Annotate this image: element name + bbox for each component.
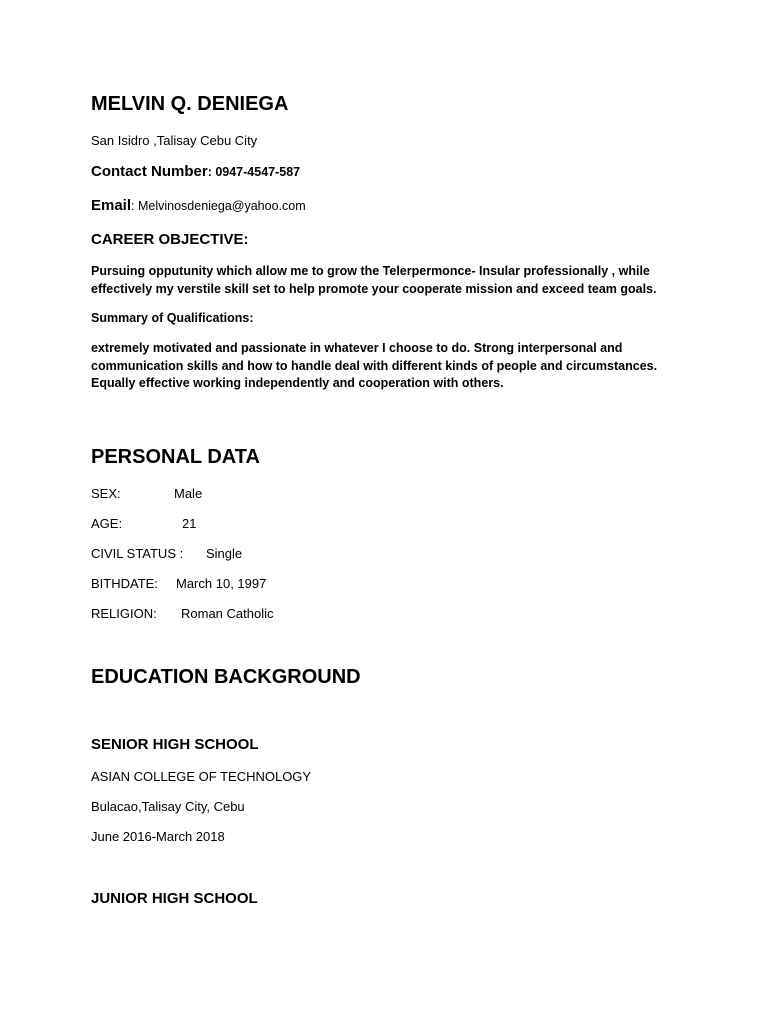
row-value: Single [206,546,243,561]
senior-high-location: Bulacao,Talisay City, Cebu [91,799,245,814]
row-label: AGE: [91,516,123,531]
contact-label: Contact Number [91,163,208,180]
contact-line [91,163,300,181]
junior-high-heading: JUNIOR HIGH SCHOOL [91,890,258,907]
email-label: Email [91,197,132,214]
row-value: March 10, 1997 [176,576,267,591]
career-objective-heading: CAREER OBJECTIVE: [91,231,249,248]
address: San Isidro ,Talisay Cebu City [91,133,258,148]
row-label: RELIGION: [91,606,157,621]
personal-row-birthdate [91,576,267,591]
qualifications-text: extremely motivated and passionate in whatever I choose to do. Strong interpersonal and communication skills and how to handle deal with different kinds of people and circumstances. Equally effective working independently and cooperation with others. [91,341,658,390]
senior-high-school: ASIAN COLLEGE OF TECHNOLOGY [91,769,312,784]
personal-row-religion [91,606,274,621]
personal-data-heading: PERSONAL DATA [91,446,260,468]
education-heading: EDUCATION BACKGROUND [91,666,361,688]
qualifications-heading: Summary of Qualifications: [91,311,254,325]
email-line [91,197,306,215]
resume-name: MELVIN Q. DENIEGA [91,93,289,115]
email-value: : Melvinosdeniega@yahoo.com [131,199,306,213]
personal-row-civil-status [91,546,243,561]
senior-high-heading: SENIOR HIGH SCHOOL [91,736,259,753]
personal-row-sex [91,486,203,501]
row-value: Male [174,486,203,501]
contact-value: : 0947-4547-587 [207,165,301,179]
row-label: SEX: [91,486,121,501]
row-label: CIVIL STATUS : [91,546,184,561]
row-value: Roman Catholic [181,606,274,621]
row-value: 21 [182,516,197,531]
career-objective-text: Pursuing opputunity which allow me to grow the Telerpermonce- Insular professionally , while effectively my verstile skill set to help promote your cooperate mission and exceed team goals. [91,264,657,296]
row-label: BITHDATE: [91,576,158,591]
personal-row-age [91,516,197,531]
senior-high-dates: June 2016-March 2018 [91,829,225,844]
